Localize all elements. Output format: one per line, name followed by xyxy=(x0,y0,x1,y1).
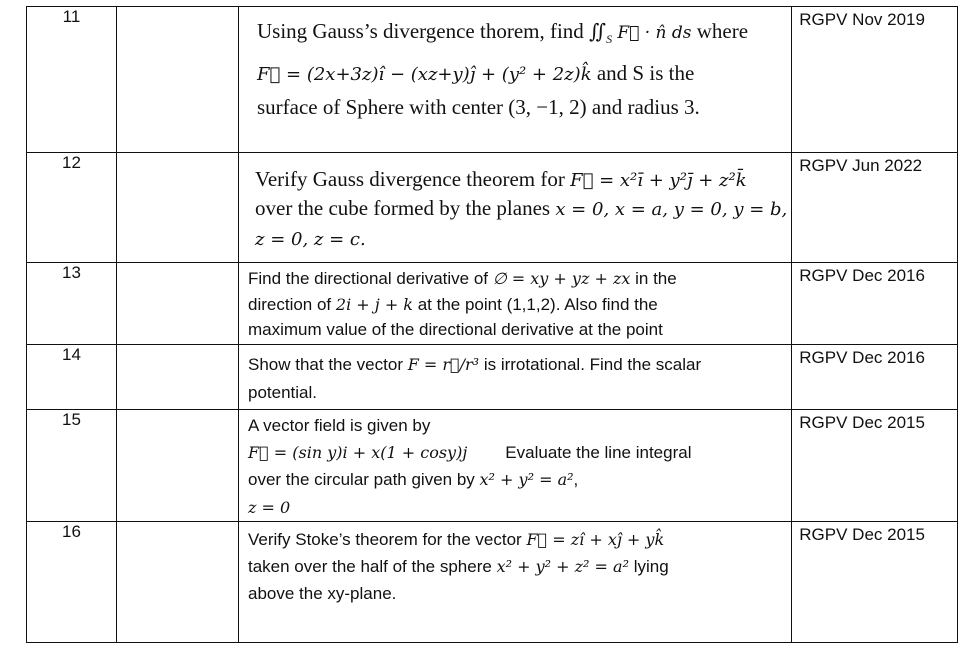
source-cell xyxy=(792,522,958,643)
table-row xyxy=(27,153,958,263)
question-line: above the xy-plane. xyxy=(248,584,397,604)
question-number: 15 xyxy=(27,410,117,522)
question-line: surface of Sphere with center (3, −1, 2) and radius 3. xyxy=(257,95,700,120)
question-text xyxy=(239,153,791,253)
question-cell xyxy=(239,7,792,153)
question-cell xyxy=(239,522,792,643)
blank-cell xyxy=(117,153,239,263)
question-line: F⃗ = (2x+3z)î − (xz+y)ĵ + (y² + 2z)k̂ and S is the xyxy=(257,60,695,85)
source-cell xyxy=(792,263,958,345)
source-label: RGPV Nov 2019 xyxy=(799,10,925,29)
question-line: over the circular path given by x² + y² = a², xyxy=(248,470,579,490)
question-cell xyxy=(239,263,792,345)
table-row xyxy=(27,345,958,410)
question-text xyxy=(239,7,791,124)
source-label: RGPV Jun 2022 xyxy=(799,156,923,175)
source-label: RGPV Dec 2016 xyxy=(799,348,925,367)
source-label: RGPV Dec 2015 xyxy=(799,525,925,544)
table-row xyxy=(27,263,958,345)
blank-cell xyxy=(117,7,239,153)
question-line: Using Gauss’s divergence thorem, find $∬_S$ F⃗ · n̂ ds where xyxy=(257,19,749,47)
question-line: A vector field is given by xyxy=(248,416,431,435)
question-line: Find the directional derivative of ∅ = xy + yz + zx in the xyxy=(248,269,677,288)
question-text xyxy=(239,263,791,343)
blank-cell xyxy=(117,345,239,410)
question-cell xyxy=(239,410,792,522)
question-number: 14 xyxy=(27,345,117,410)
question-line: z = 0 xyxy=(248,497,291,517)
source-cell xyxy=(792,345,958,410)
source-cell xyxy=(792,7,958,153)
question-cell xyxy=(239,153,792,263)
blank-cell xyxy=(117,263,239,345)
source-cell xyxy=(792,153,958,263)
source-cell xyxy=(792,410,958,522)
question-line: potential. xyxy=(248,382,317,402)
table-row xyxy=(27,7,958,153)
table-row xyxy=(27,522,958,643)
question-number: 16 xyxy=(27,522,117,643)
source-label: RGPV Dec 2016 xyxy=(799,266,925,285)
question-line: Show that the vector F = r⃗/r³ is irrotational. Find the scalar xyxy=(248,355,702,374)
question-line: Verify Gauss divergence theorem for F⃗ = x²ī + y²j̄ + z²k̄ xyxy=(255,167,747,191)
question-number: 12 xyxy=(27,153,117,263)
question-line: taken over the half of the sphere x² + y² + z² = a² lying xyxy=(248,557,669,577)
question-line: F⃗ = (sin y)i + x(1 + cosy)j Evaluate the line integral xyxy=(248,443,692,463)
question-text xyxy=(239,522,791,608)
question-number: 13 xyxy=(27,263,117,345)
question-line: over the cube formed by the planes x = 0, x = a, y = 0, y = b, xyxy=(255,196,788,221)
question-line: maximum value of the directional derivative at the point xyxy=(248,320,663,339)
question-line: z = 0, z = c. xyxy=(255,228,366,250)
blank-cell xyxy=(117,522,239,643)
question-text xyxy=(239,345,791,405)
source-label: RGPV Dec 2015 xyxy=(799,413,925,432)
table-row xyxy=(27,410,958,522)
blank-cell xyxy=(117,410,239,522)
question-line: Verify Stoke’s theorem for the vector F⃗ = zî + xĵ + yk̂ xyxy=(248,530,665,549)
question-number: 11 xyxy=(27,7,117,153)
question-text xyxy=(239,410,791,521)
question-line: direction of 2i + j + k at the point (1,1,2). Also find the xyxy=(248,294,658,314)
question-cell xyxy=(239,345,792,410)
questions-table xyxy=(26,6,958,643)
